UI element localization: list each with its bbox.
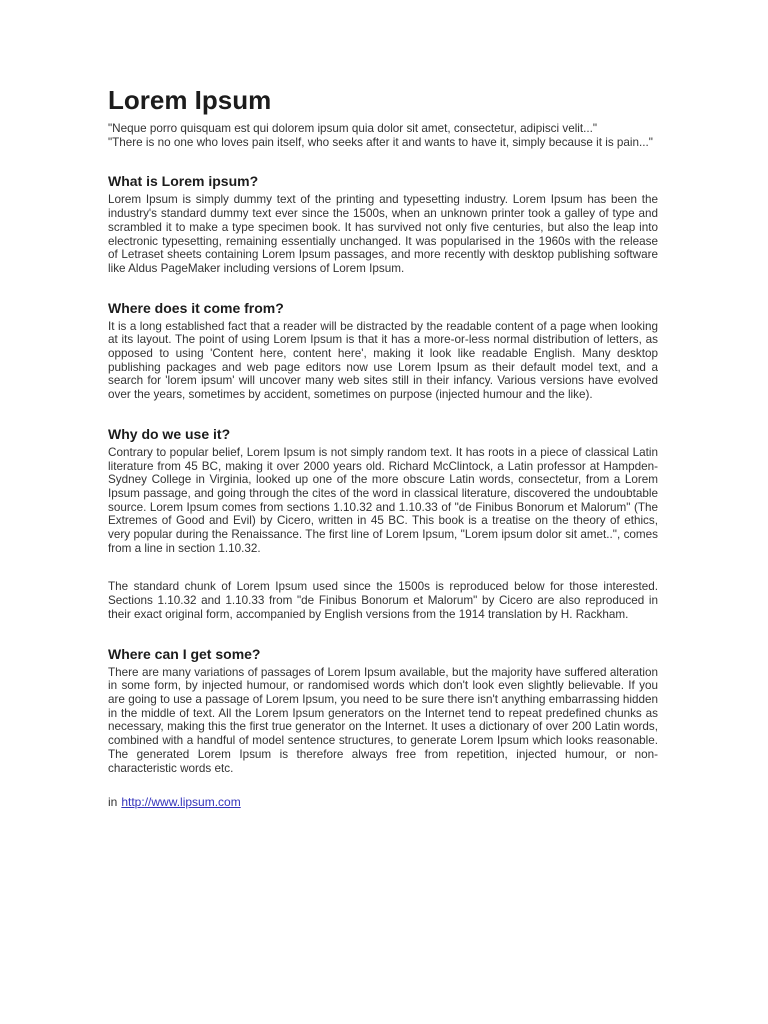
section-paragraph-why-do-we-use-it-1: Contrary to popular belief, Lorem Ipsum is not simply random text. It has roots in a piece of classical Latin literature from 45 BC, making it over 2000 years old. Richard McClintock, a Latin professor at Hampden-Sydney College in Virginia, looked up one of the more obscure Latin words, consectetur, from a Lorem Ipsum passage, and going through the cites of the word in classical literature, discovered the undoubtable source. Lorem Ipsum comes from sections 1.10.32 and 1.10.33 of "de Finibus Bonorum et Malorum" (The Extremes of Good and Evil) by Cicero, written in 45 BC. This book is a treatise on the theory of ethics, very popular during the Renaissance. The first line of Lorem Ipsum, "Lorem ipsum dolor sit amet..", comes from a line in section 1.10.32.	[108, 445, 658, 555]
intro-quote	[108, 122, 658, 149]
source-line	[108, 795, 658, 809]
section-paragraph-what-is-lorem-ipsum: Lorem Ipsum is simply dummy text of the printing and typesetting industry. Lorem Ipsum has been the industry's standard dummy text ever since the 1500s, when an unknown printer took a galley of type and scrambled it to make a type specimen book. It has survived not only five centuries, but also the leap into electronic typesetting, remaining essentially unchanged. It was popularised in the 1960s with the release of Letraset sheets containing Lorem Ipsum passages, and more recently with desktop publishing software like Aldus PageMaker including versions of Lorem Ipsum.	[108, 193, 658, 275]
section-heading-where-can-i-get-some: Where can I get some?	[108, 645, 261, 662]
section-paragraph-why-do-we-use-it-2: The standard chunk of Lorem Ipsum used since the 1500s is reproduced below for those interested. Sections 1.10.32 and 1.10.33 from "de Finibus Bonorum et Malorum" by Cicero are also reproduced in their exact original form, accompanied by English versions from the 1914 translation by H. Rackham.	[108, 580, 658, 621]
lipsum-link[interactable]: http://www.lipsum.com	[121, 795, 241, 810]
intro-quote-line-2: "There is no one who loves pain itself, who seeks after it and wants to have it, simply because it is pain..."	[108, 135, 653, 149]
section-paragraph-where-can-i-get-some: There are many variations of passages of Lorem Ipsum available, but the majority have suffered alteration in some form, by injected humour, or randomised words which don't look even slightly believable. If you are going to use a passage of Lorem Ipsum, you need to be sure there isn't anything embarrassing hidden in the middle of text. All the Lorem Ipsum generators on the Internet tend to repeat predefined chunks as necessary, making this the first true generator on the Internet. It uses a dictionary of over 200 Latin words, combined with a handful of model sentence structures, to generate Lorem Ipsum which looks reasonable. The generated Lorem Ipsum is therefore always free from repetition, injected humour, or non-characteristic words etc.	[108, 665, 658, 775]
section-paragraph-where-does-it-come-from: It is a long established fact that a reader will be distracted by the readable content of a page when looking at its layout. The point of using Lorem Ipsum is that it has a more-or-less normal distribution of letters, as opposed to using 'Content here, content here', making it look like readable English. Many desktop publishing packages and web page editors now use Lorem Ipsum as their default model text, and a search for 'lorem ipsum' will uncover many web sites still in their infancy. Various versions have evolved over the years, sometimes by accident, sometimes on purpose (injected humour and the like).	[108, 319, 658, 402]
source-prefix: in	[108, 795, 118, 810]
section-heading-where-does-it-come-from: Where does it come from?	[108, 299, 284, 316]
section-heading-what-is-lorem-ipsum: What is Lorem ipsum?	[108, 173, 259, 190]
page-title: Lorem Ipsum	[108, 85, 272, 115]
intro-quote-line-1: "Neque porro quisquam est qui dolorem ipsum quia dolor sit amet, consectetur, adipisci velit..."	[108, 122, 598, 135]
section-heading-why-do-we-use-it: Why do we use it?	[108, 425, 231, 442]
